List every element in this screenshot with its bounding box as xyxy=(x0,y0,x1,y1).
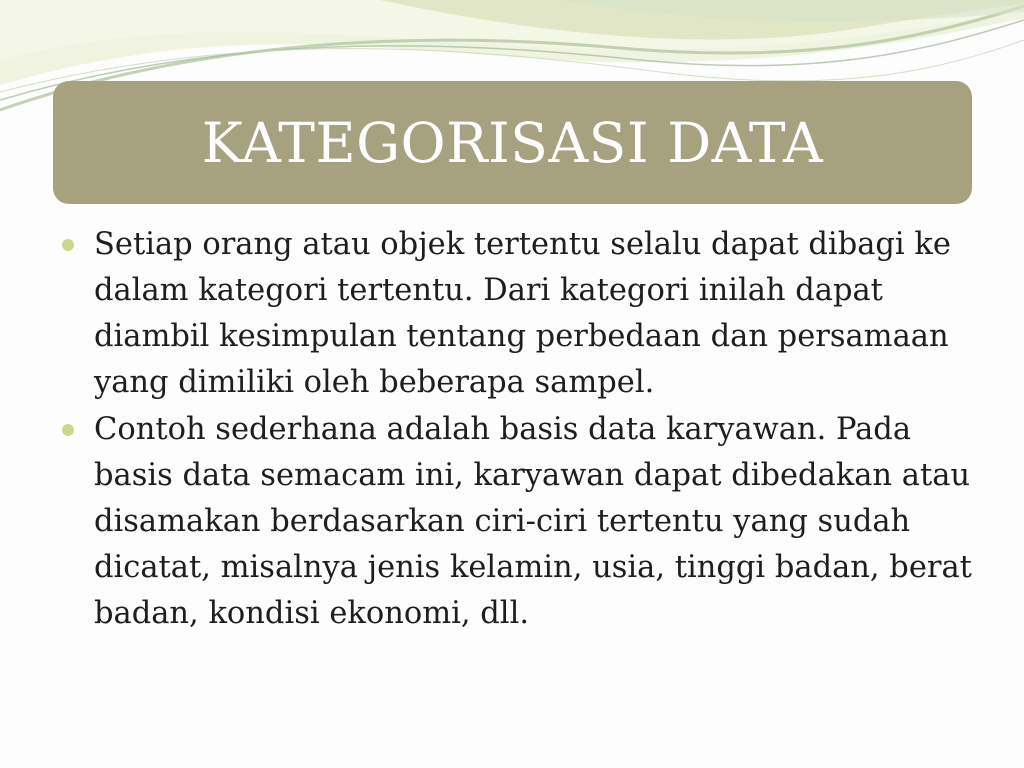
bullet-list xyxy=(62,222,972,638)
bullet-dot-icon xyxy=(62,424,74,436)
slide-title: KATEGORISASI DATA xyxy=(201,111,824,175)
bullet-text: Contoh sederhana adalah basis data karyawan. Pada basis data semacam ini, karyawan dapat dibedakan atau disamakan berdasarkan ciri-ciri tertentu yang sudah dicatat, misalnya jenis kelamin, usia, tinggi badan, berat badan, kondisi ekonomi, dll. xyxy=(94,412,972,631)
title-bar xyxy=(53,81,972,204)
bullet-item xyxy=(62,407,972,637)
bullet-item xyxy=(62,222,972,406)
bullet-dot-icon xyxy=(62,239,74,251)
bullet-text: Setiap orang atau objek tertentu selalu dapat dibagi ke dalam kategori tertentu. Dari kategori inilah dapat diambil kesimpulan tentang perbedaan dan persamaan yang dimiliki oleh beberapa sampel. xyxy=(94,227,951,400)
